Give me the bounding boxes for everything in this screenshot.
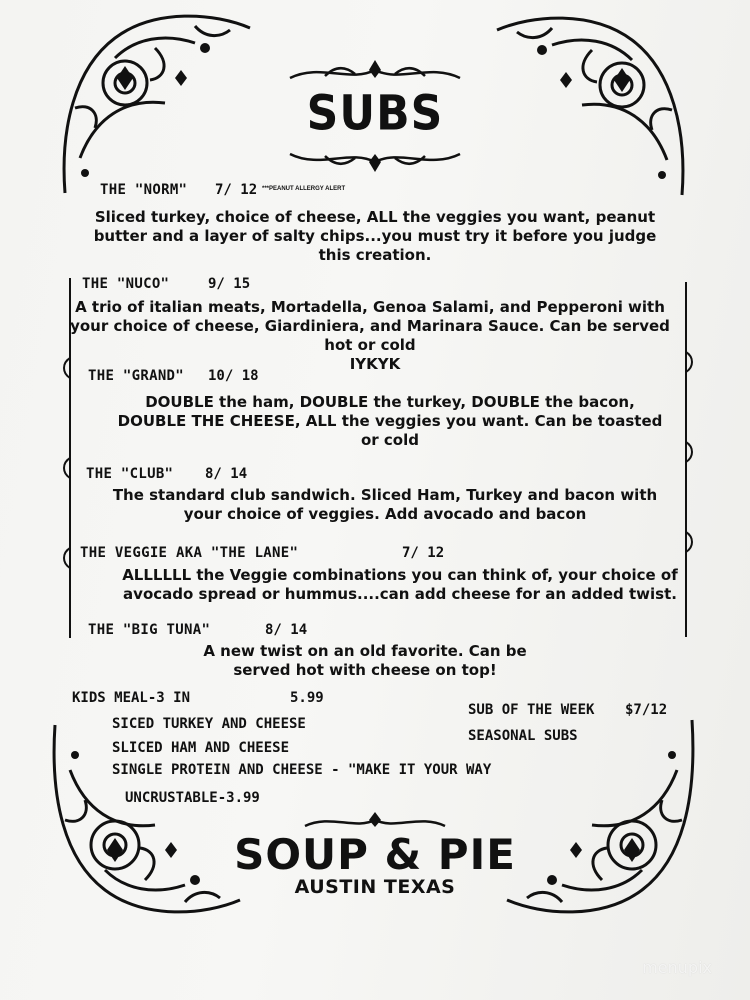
item-desc-norm: Sliced turkey, choice of cheese, ALL the veggies you want, peanut butter and a layer of salty chips...you must try it before you judge this creation. — [93, 208, 657, 264]
title-flourish-top — [285, 58, 465, 88]
peanut-allergy-alert: ***PEANUT ALLERGY ALERT — [262, 186, 346, 192]
title-flourish-bottom — [285, 142, 465, 174]
kids-option: SICED TURKEY AND CHEESE — [112, 716, 306, 732]
item-name-club: THE "CLUB" — [86, 466, 174, 482]
item-name-nuco: THE "NUCO" — [82, 276, 170, 292]
item-name-veggie: THE VEGGIE AKA "THE LANE" — [80, 545, 299, 561]
menu-title: SUBS — [306, 85, 444, 142]
item-price-big-tuna: 8/ 14 — [265, 622, 308, 638]
uncrustable: UNCRUSTABLE-3.99 — [125, 790, 260, 806]
item-extra-nuco: IYKYK — [349, 355, 401, 373]
item-name-grand: THE "GRAND" — [88, 368, 185, 384]
item-price-nuco: 9/ 15 — [208, 276, 251, 292]
item-desc-nuco: A trio of italian meats, Mortadella, Genoa Salami, and Pepperoni with your choice of cheese, Giardiniera, and Marinara Sauce. Can be served hot or cold — [70, 298, 670, 354]
item-desc-big-tuna: A new twist on an old favorite. Can be served hot with cheese on top! — [203, 642, 527, 679]
item-desc-club: The standard club sandwich. Sliced Ham, Turkey and bacon with your choice of veggies. Add avocado and bacon — [112, 486, 658, 523]
brand-name: SOUP & PIE — [234, 830, 516, 879]
item-price-club: 8/ 14 — [205, 466, 248, 482]
item-price-norm: 7/ 12 — [215, 182, 258, 198]
item-name-big-tuna: THE "BIG TUNA" — [88, 622, 211, 638]
brand-city: AUSTIN TEXAS — [294, 876, 456, 898]
item-desc-grand: DOUBLE the ham, DOUBLE the turkey, DOUBLE the bacon, DOUBLE THE CHEESE, ALL the veggies you want. Can be toasted or cold — [117, 393, 663, 449]
sub-of-week-price: $7/12 — [625, 702, 668, 718]
kids-meal-price: 5.99 — [290, 690, 324, 706]
item-price-veggie: 7/ 12 — [402, 545, 445, 561]
kids-option: SINGLE PROTEIN AND CHEESE - "MAKE IT YOUR WAY — [112, 762, 492, 778]
seasonal-subs: SEASONAL SUBS — [468, 728, 578, 744]
kids-option: SLICED HAM AND CHEESE — [112, 740, 290, 756]
item-desc-veggie: ALLLLLL the Veggie combinations you can think of, your choice of avocado spread or hummus....can add cheese for an added twist. — [122, 566, 678, 603]
brand-flourish — [300, 810, 450, 832]
item-price-grand: 10/ 18 — [208, 368, 259, 384]
sub-of-week-label: SUB OF THE WEEK — [468, 702, 595, 718]
item-name-norm: THE "NORM" — [100, 182, 188, 198]
kids-meal-title: KIDS MEAL-3 IN — [72, 690, 191, 706]
watermark: menupix — [642, 958, 712, 977]
